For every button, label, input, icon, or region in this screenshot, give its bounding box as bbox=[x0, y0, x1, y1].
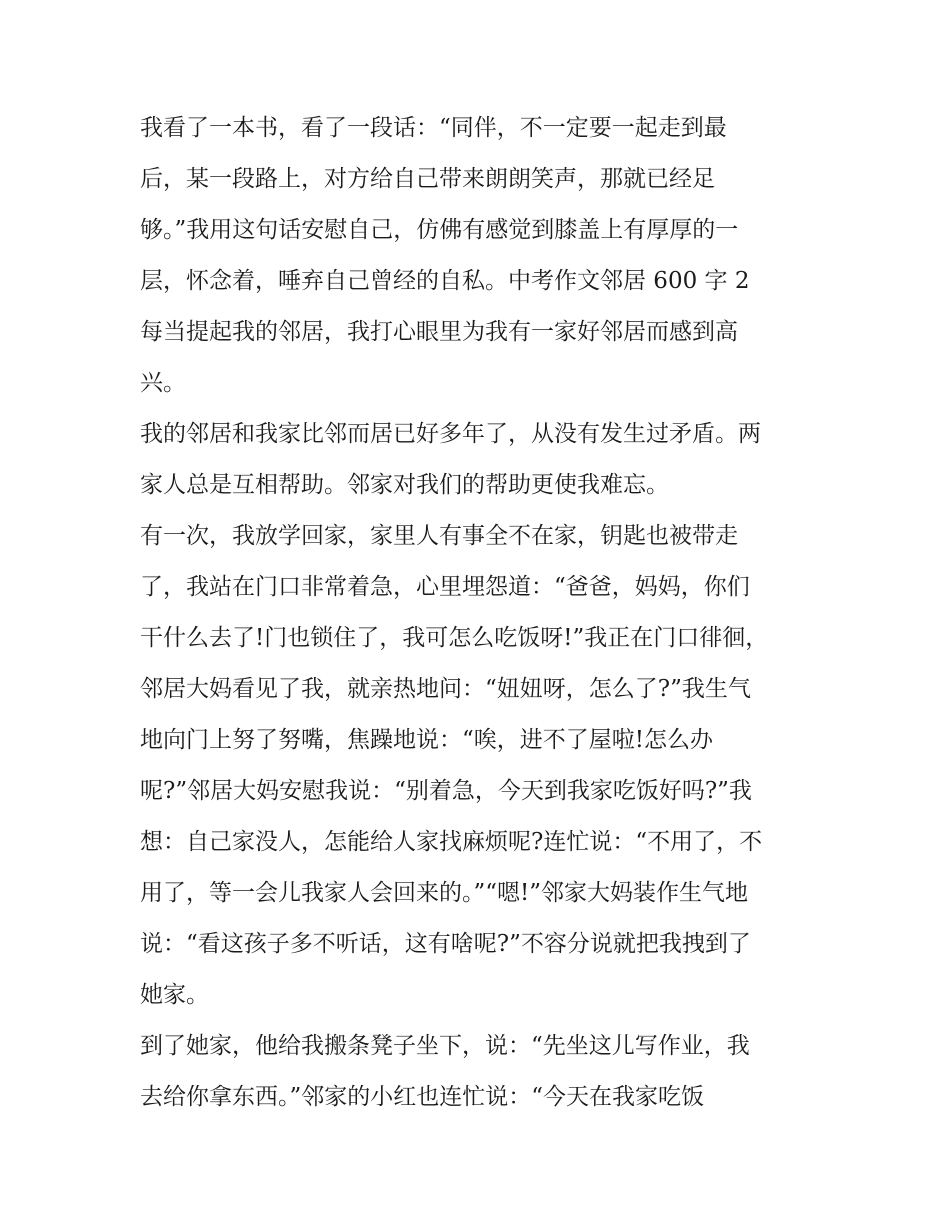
document-body bbox=[140, 103, 820, 1123]
text-line: 我看了一本书，看了一段话：“同伴，不一定要一起走到最 bbox=[140, 115, 727, 141]
text-line: 我的邻居和我家比邻而居已好多年了，从没有发生过矛盾。两 bbox=[140, 421, 761, 447]
text-line: 呢?”邻居大妈安慰我说：“别着急，今天到我家吃饭好吗?”我 bbox=[140, 778, 752, 804]
text-line: 她家。 bbox=[140, 982, 209, 1008]
text-line: 到了她家，他给我搬条凳子坐下，说：“先坐这儿写作业，我 bbox=[140, 1033, 750, 1059]
text-line: 后，某一段路上，对方给自己带来朗朗笑声，那就已经足 bbox=[140, 166, 715, 192]
text-line: 想：自己家没人，怎能给人家找麻烦呢?连忙说：“不用了，不 bbox=[140, 829, 763, 855]
text-line: 去给你拿东西。”邻家的小红也连忙说：“今天在我家吃饭 bbox=[140, 1084, 705, 1110]
text-line: 了，我站在门口非常着急，心里埋怨道：“爸爸，妈妈，你们 bbox=[140, 574, 750, 600]
text-line: 干什么去了!门也锁住了，我可怎么吃饭呀!”我正在门口徘徊， bbox=[140, 625, 769, 651]
text-line: 用了，等一会儿我家人会回来的。”“嗯!”邻家大妈装作生气地 bbox=[140, 880, 749, 906]
text-line: 够。”我用这句话安慰自己，仿佛有感觉到膝盖上有厚厚的一 bbox=[140, 217, 739, 243]
text-line: 邻居大妈看见了我，就亲热地问：“妞妞呀，怎么了?”我生气 bbox=[140, 676, 751, 702]
text-line: 说：“看这孩子多不听话，这有啥呢?”不容分说就把我拽到了 bbox=[140, 931, 751, 957]
text-line: 每当提起我的邻居，我打心眼里为我有一家好邻居而感到高 bbox=[140, 319, 738, 345]
text-line: 层，怀念着，唾弃自己曾经的自私。中考作文邻居 600 字 2 bbox=[140, 268, 750, 294]
text-line: 兴。 bbox=[140, 370, 186, 396]
text-line: 有一次，我放学回家，家里人有事全不在家，钥匙也被带走 bbox=[140, 523, 738, 549]
text-line: 家人总是互相帮助。邻家对我们的帮助更使我难忘。 bbox=[140, 472, 669, 498]
text-line: 地向门上努了努嘴，焦躁地说：“唉，进不了屋啦!怎么办 bbox=[140, 727, 714, 753]
